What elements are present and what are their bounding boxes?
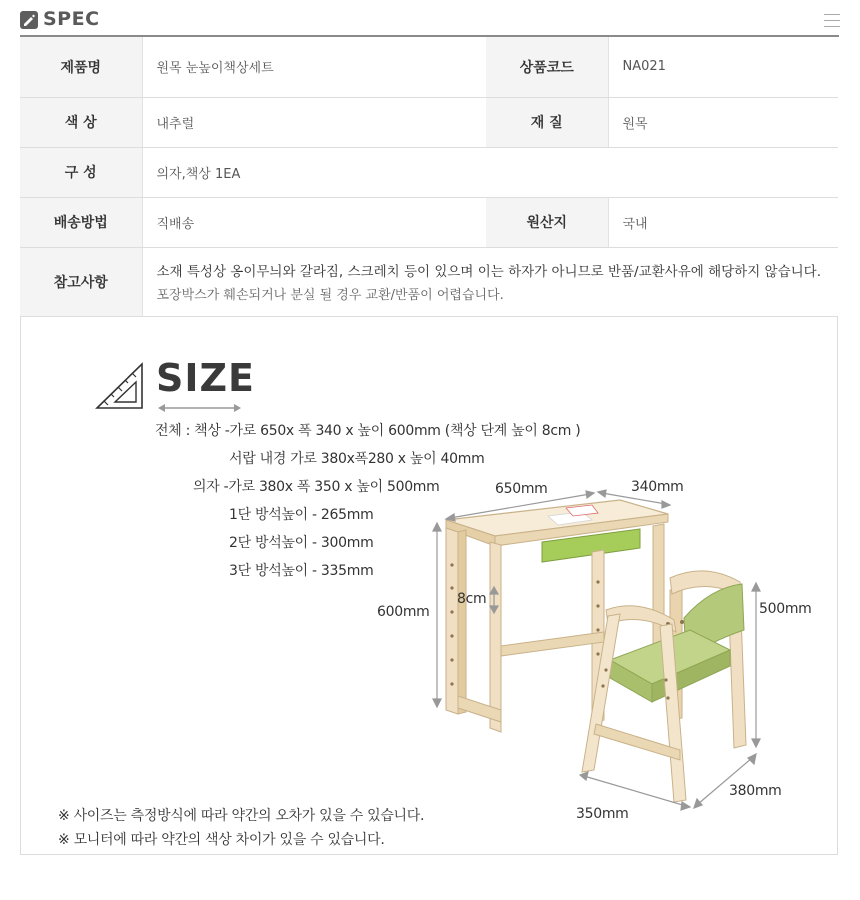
triangle-ruler-icon — [95, 358, 145, 410]
footnote-color: ※ 모니터에 따라 약간의 색상 차이가 있을 수 있습니다. — [58, 832, 385, 848]
label-desk-height: 600mm — [377, 604, 430, 620]
menu-icon[interactable] — [824, 14, 840, 30]
furniture-illustration — [370, 470, 830, 830]
note-text: 소재 특성상 옹이무늬와 갈라짐, 스크레치 등이 있으며 이는 하자가 아니므로 반품/교환사유에 해당하지 않습니다. — [156, 264, 822, 280]
spec-header — [20, 8, 840, 36]
dimension-seat3: 3단 방석높이 - 335mm — [229, 563, 374, 579]
dimension-overall: 전체 : 책상 -가로 650x 폭 340 x 높이 600mm (책상 단계 높이 8cm ) — [155, 423, 581, 439]
spec-label: 상품코드 — [486, 37, 608, 97]
spec-label: 구 성 — [20, 147, 142, 197]
spec-label: 원산지 — [486, 197, 608, 247]
label-chair-width: 350mm — [576, 806, 629, 822]
spec-value: 직배송 — [142, 197, 486, 247]
spec-value: 원목 눈높이책상세트 — [142, 37, 486, 97]
label-desk-depth: 340mm — [631, 479, 684, 495]
double-arrow-icon — [157, 399, 242, 411]
spec-value: NA021 — [608, 37, 838, 97]
size-title: SIZE — [156, 356, 256, 400]
spec-note — [142, 247, 838, 316]
spec-value: 내추럴 — [142, 97, 486, 147]
label-chair-depth: 380mm — [729, 783, 782, 799]
spec-table — [20, 37, 838, 317]
spec-label: 색 상 — [20, 97, 142, 147]
spec-value: 원목 — [608, 97, 838, 147]
spec-row-delivery — [20, 197, 838, 247]
spec-value: 의자,책상 1EA — [142, 147, 838, 197]
spec-row-product — [20, 37, 838, 97]
spec-label: 제품명 — [20, 37, 142, 97]
spec-row-note — [20, 247, 838, 316]
dimension-drawer: 서랍 내경 가로 380x폭280 x 높이 40mm — [229, 451, 485, 467]
label-chair-height: 500mm — [759, 601, 812, 617]
dimension-chair: 의자 -가로 380x 폭 350 x 높이 500mm — [193, 479, 440, 495]
note-subtext: 포장박스가 훼손되거나 분실 될 경우 교환/반품이 어렵습니다. — [156, 288, 504, 303]
spec-label: 참고사항 — [20, 247, 142, 316]
dimension-seat2: 2단 방석높이 - 300mm — [229, 535, 374, 551]
spec-row-composition — [20, 147, 838, 197]
spec-value: 국내 — [608, 197, 838, 247]
pencil-icon — [20, 11, 38, 29]
label-step-height: 8cm — [457, 591, 487, 607]
label-desk-width: 650mm — [495, 481, 548, 497]
spec-row-color — [20, 97, 838, 147]
spec-label: 배송방법 — [20, 197, 142, 247]
dimension-seat1: 1단 방석높이 - 265mm — [229, 507, 374, 523]
spec-title: SPEC — [43, 8, 100, 30]
spec-label: 재 질 — [486, 97, 608, 147]
footnote-size: ※ 사이즈는 측정방식에 따라 약간의 오차가 있을 수 있습니다. — [58, 808, 425, 824]
